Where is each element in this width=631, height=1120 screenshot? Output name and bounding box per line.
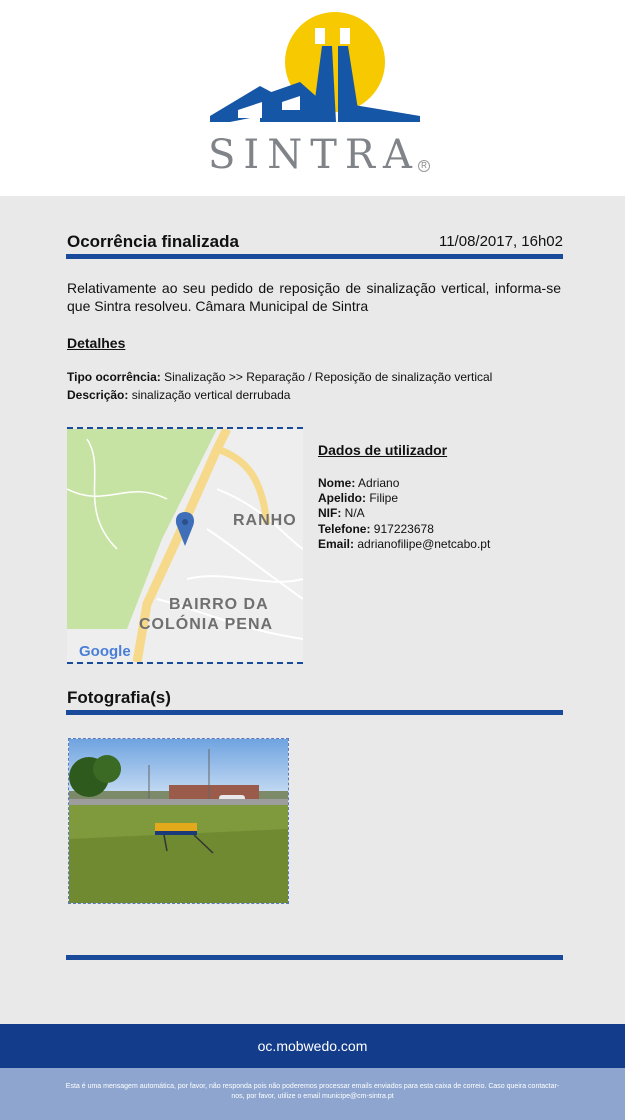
occurrence-header	[67, 230, 563, 254]
description-label: Descrição:	[67, 388, 129, 402]
notice-text: Esta é uma mensagem automática, por favor, não responda pois não poderemos processar emails enviados para esta caixa de correio. Caso queira contactar-nos, por favor, utilize o email municipe@cm-sintra.pt	[65, 1083, 560, 1100]
type-label: Tipo ocorrência:	[67, 370, 161, 384]
user-surname	[318, 490, 398, 506]
surname-value: Filipe	[369, 491, 399, 505]
map-canvas	[67, 429, 303, 662]
email-value[interactable]: adrianofilipe@netcabo.pt	[357, 537, 491, 551]
registered-mark: R	[418, 160, 430, 172]
surname-label: Apelido:	[318, 491, 366, 505]
divider	[66, 254, 563, 259]
email-label: Email:	[318, 537, 355, 551]
occurrence-message: Relativamente ao seu pedido de reposição de sinalização vertical, informa-se que Sintra resolveu. Câmara Municipal de Sintra	[67, 280, 561, 314]
name-value: Adriano	[358, 476, 400, 490]
user-phone	[318, 521, 434, 537]
map-label-bairro: BAIRRO DA	[169, 596, 269, 613]
phone-value: 917223678	[373, 522, 434, 536]
brand-name: SINTRA	[208, 132, 420, 178]
phone-label: Telefone:	[318, 522, 371, 536]
occurrence-type	[67, 369, 567, 385]
header	[0, 0, 625, 196]
description-value: sinalização vertical derrubada	[131, 388, 291, 402]
user-nif	[318, 505, 365, 521]
page-edge	[625, 0, 631, 1120]
details-heading: Detalhes	[67, 335, 126, 351]
user-name	[318, 475, 399, 491]
user-email	[318, 536, 490, 552]
google-attribution: Google	[79, 643, 131, 660]
occurrence-datetime: 11/08/2017, 16h02	[438, 233, 563, 250]
divider	[66, 710, 563, 715]
occurrence-title: Ocorrência finalizada	[67, 232, 239, 251]
occurrence-description	[67, 387, 567, 403]
nif-value: N/A	[344, 506, 365, 520]
map-label-colonia: COLÓNIA PENA	[139, 616, 274, 633]
location-map[interactable]	[67, 427, 303, 664]
website-link[interactable]: oc.mobwedo.com	[257, 1038, 368, 1054]
map-label-ranho: RANHO	[233, 512, 297, 529]
user-heading: Dados de utilizador	[318, 442, 448, 458]
divider	[66, 955, 563, 960]
occurrence-photo[interactable]	[68, 738, 289, 904]
name-label: Nome:	[318, 476, 356, 490]
photos-heading: Fotografia(s)	[67, 688, 171, 707]
type-value: Sinalização >> Reparação / Reposição de sinalização vertical	[164, 370, 493, 384]
footer-notice	[0, 1068, 625, 1120]
nif-label: NIF:	[318, 506, 342, 520]
